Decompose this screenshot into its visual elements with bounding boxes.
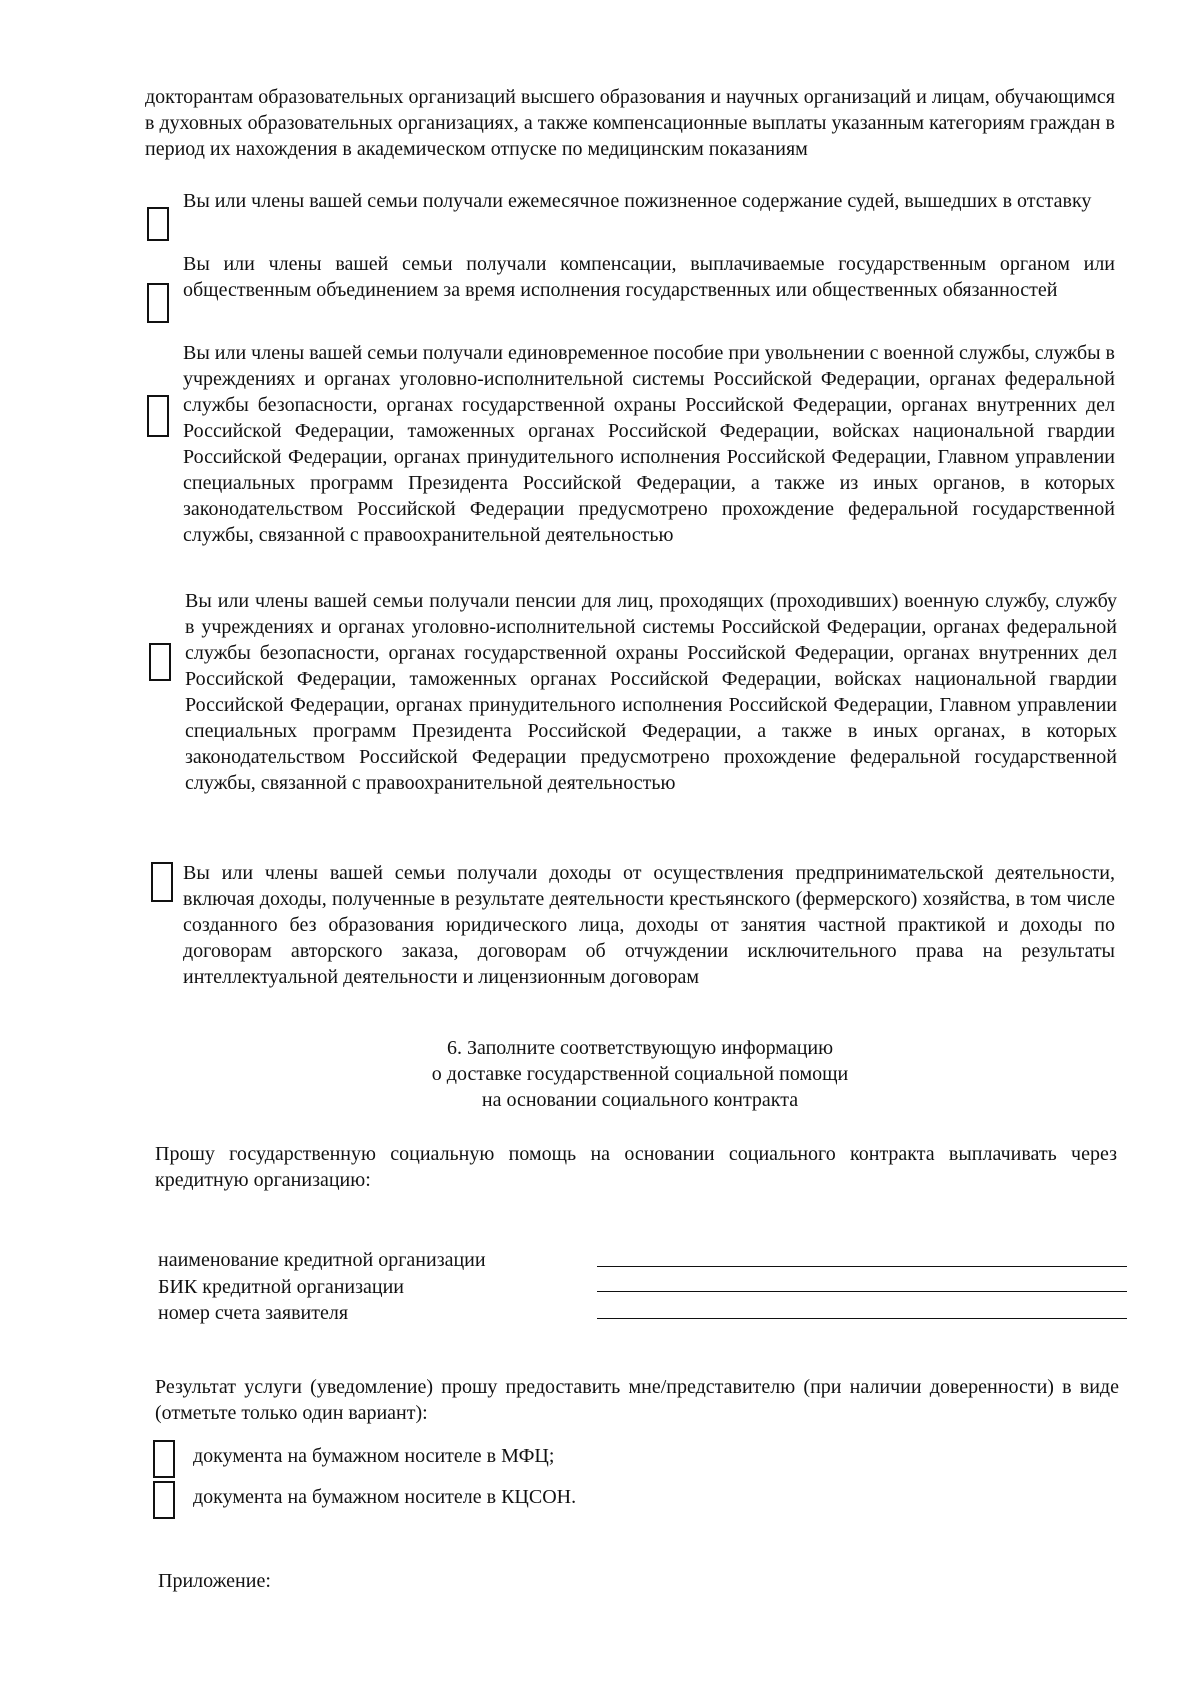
question-4 [185, 588, 1117, 796]
field-label-bik: БИК кредитной организации [158, 1276, 404, 1298]
checkbox-q3[interactable] [147, 395, 169, 437]
field-label-account: номер счета заявителя [158, 1302, 349, 1324]
question-3-text: Вы или члены вашей семьи получали единовременное пособие при увольнении с военной службы, службы в учреждениях и органах уголовно-исполнительной системы Российской Федерации, органах федеральной службы безопасности, органах государственной охраны Российской Федерации, органах внутренних дел Российской Федерации, таможенных органах Российской Федерации, войсках национальной гвардии Российской Федерации, органах принудительного исполнения Российской Федерации, Главном управлении специальных программ Президента Российской Федерации, а также из иных органов, в которых законодательством Российской Федерации предусмотрено прохождение федеральной государственной службы, связанной с правоохранительной деятельностью [183, 342, 1115, 546]
account-field[interactable] [597, 1318, 1127, 1319]
section6-heading [320, 1035, 960, 1113]
option-kcson-label: документа на бумажном носителе в КЦСОН. [193, 1486, 577, 1508]
question-5 [183, 860, 1115, 990]
checkbox-q1[interactable] [147, 207, 169, 241]
question-5-text: Вы или члены вашей семьи получали доходы от осуществления предпринимательской деятельности, включая доходы, полученные в результате деятельности крестьянского (фермерского) хозяйства, в том числе созданного без образования юридического лица, доходы от занятия частной практикой и доходы по договорам авторского заказа, договорам об отчуждении исключительного права на результаты интеллектуальной деятельности и лицензионным договорам [183, 862, 1115, 988]
intro-block [145, 84, 1115, 162]
checkbox-option-kcson[interactable] [153, 1481, 175, 1519]
request-text: Прошу государственную социальную помощь на основании социального контракта выплачивать через кредитную организацию: [155, 1143, 1117, 1191]
bik-field[interactable] [597, 1291, 1127, 1292]
section6-heading-line-3: на основании социального контракта [481, 1089, 799, 1111]
appendix-label: Приложение: [158, 1570, 271, 1592]
request-block [155, 1141, 1117, 1193]
question-2 [183, 251, 1115, 303]
result-text: Результат услуги (уведомление) прошу предоставить мне/представителю (при наличии доверенности) в виде (отметьте только один вариант): [155, 1376, 1119, 1424]
question-1-text: Вы или члены вашей семьи получали ежемесячное пожизненное содержание судей, вышедших в отставку [183, 190, 1092, 212]
question-4-text: Вы или члены вашей семьи получали пенсии для лиц, проходящих (проходивших) военную службу, службу в учреждениях и органах уголовно-исполнительной системы Российской Федерации, органах федеральной службы безопасности, органах государственной охраны Российской Федерации, органах внутренних дел Российской Федерации, таможенных органах Российской Федерации, войсках национальной гвардии Российской Федерации, органах принудительного исполнения Российской Федерации, Главном управлении специальных программ Президента Российской Федерации, а также в иных органах, в которых законодательством Российской Федерации предусмотрено прохождение федеральной государственной службы, связанной с правоохранительной деятельностью [185, 590, 1117, 794]
field-label-bank-name: наименование кредитной организации [158, 1249, 486, 1271]
option-mfc-label: документа на бумажном носителе в МФЦ; [193, 1445, 555, 1467]
question-1 [183, 188, 1115, 214]
checkbox-q2[interactable] [147, 283, 169, 323]
question-2-text: Вы или члены вашей семьи получали компенсации, выплачиваемые государственным органом или общественным объединением за время исполнения государственных или общественных обязанностей [183, 253, 1115, 301]
checkbox-option-mfc[interactable] [153, 1440, 175, 1478]
checkbox-q5[interactable] [151, 862, 173, 902]
checkbox-q4[interactable] [149, 643, 171, 681]
section6-heading-line-2: о доставке государственной социальной помощи [431, 1063, 849, 1085]
bank-name-field[interactable] [597, 1266, 1127, 1267]
result-block [155, 1374, 1119, 1426]
section6-heading-line-1: 6. Заполните соответствующую информацию [446, 1037, 834, 1059]
intro-paragraph: докторантам образовательных организаций высшего образования и научных организаций и лицам, обучающимся в духовных образовательных организациях, а также компенсационные выплаты указанным категориям граждан в период их нахождения в академическом отпуске по медицинским показаниям [145, 86, 1115, 160]
question-3 [183, 340, 1115, 548]
